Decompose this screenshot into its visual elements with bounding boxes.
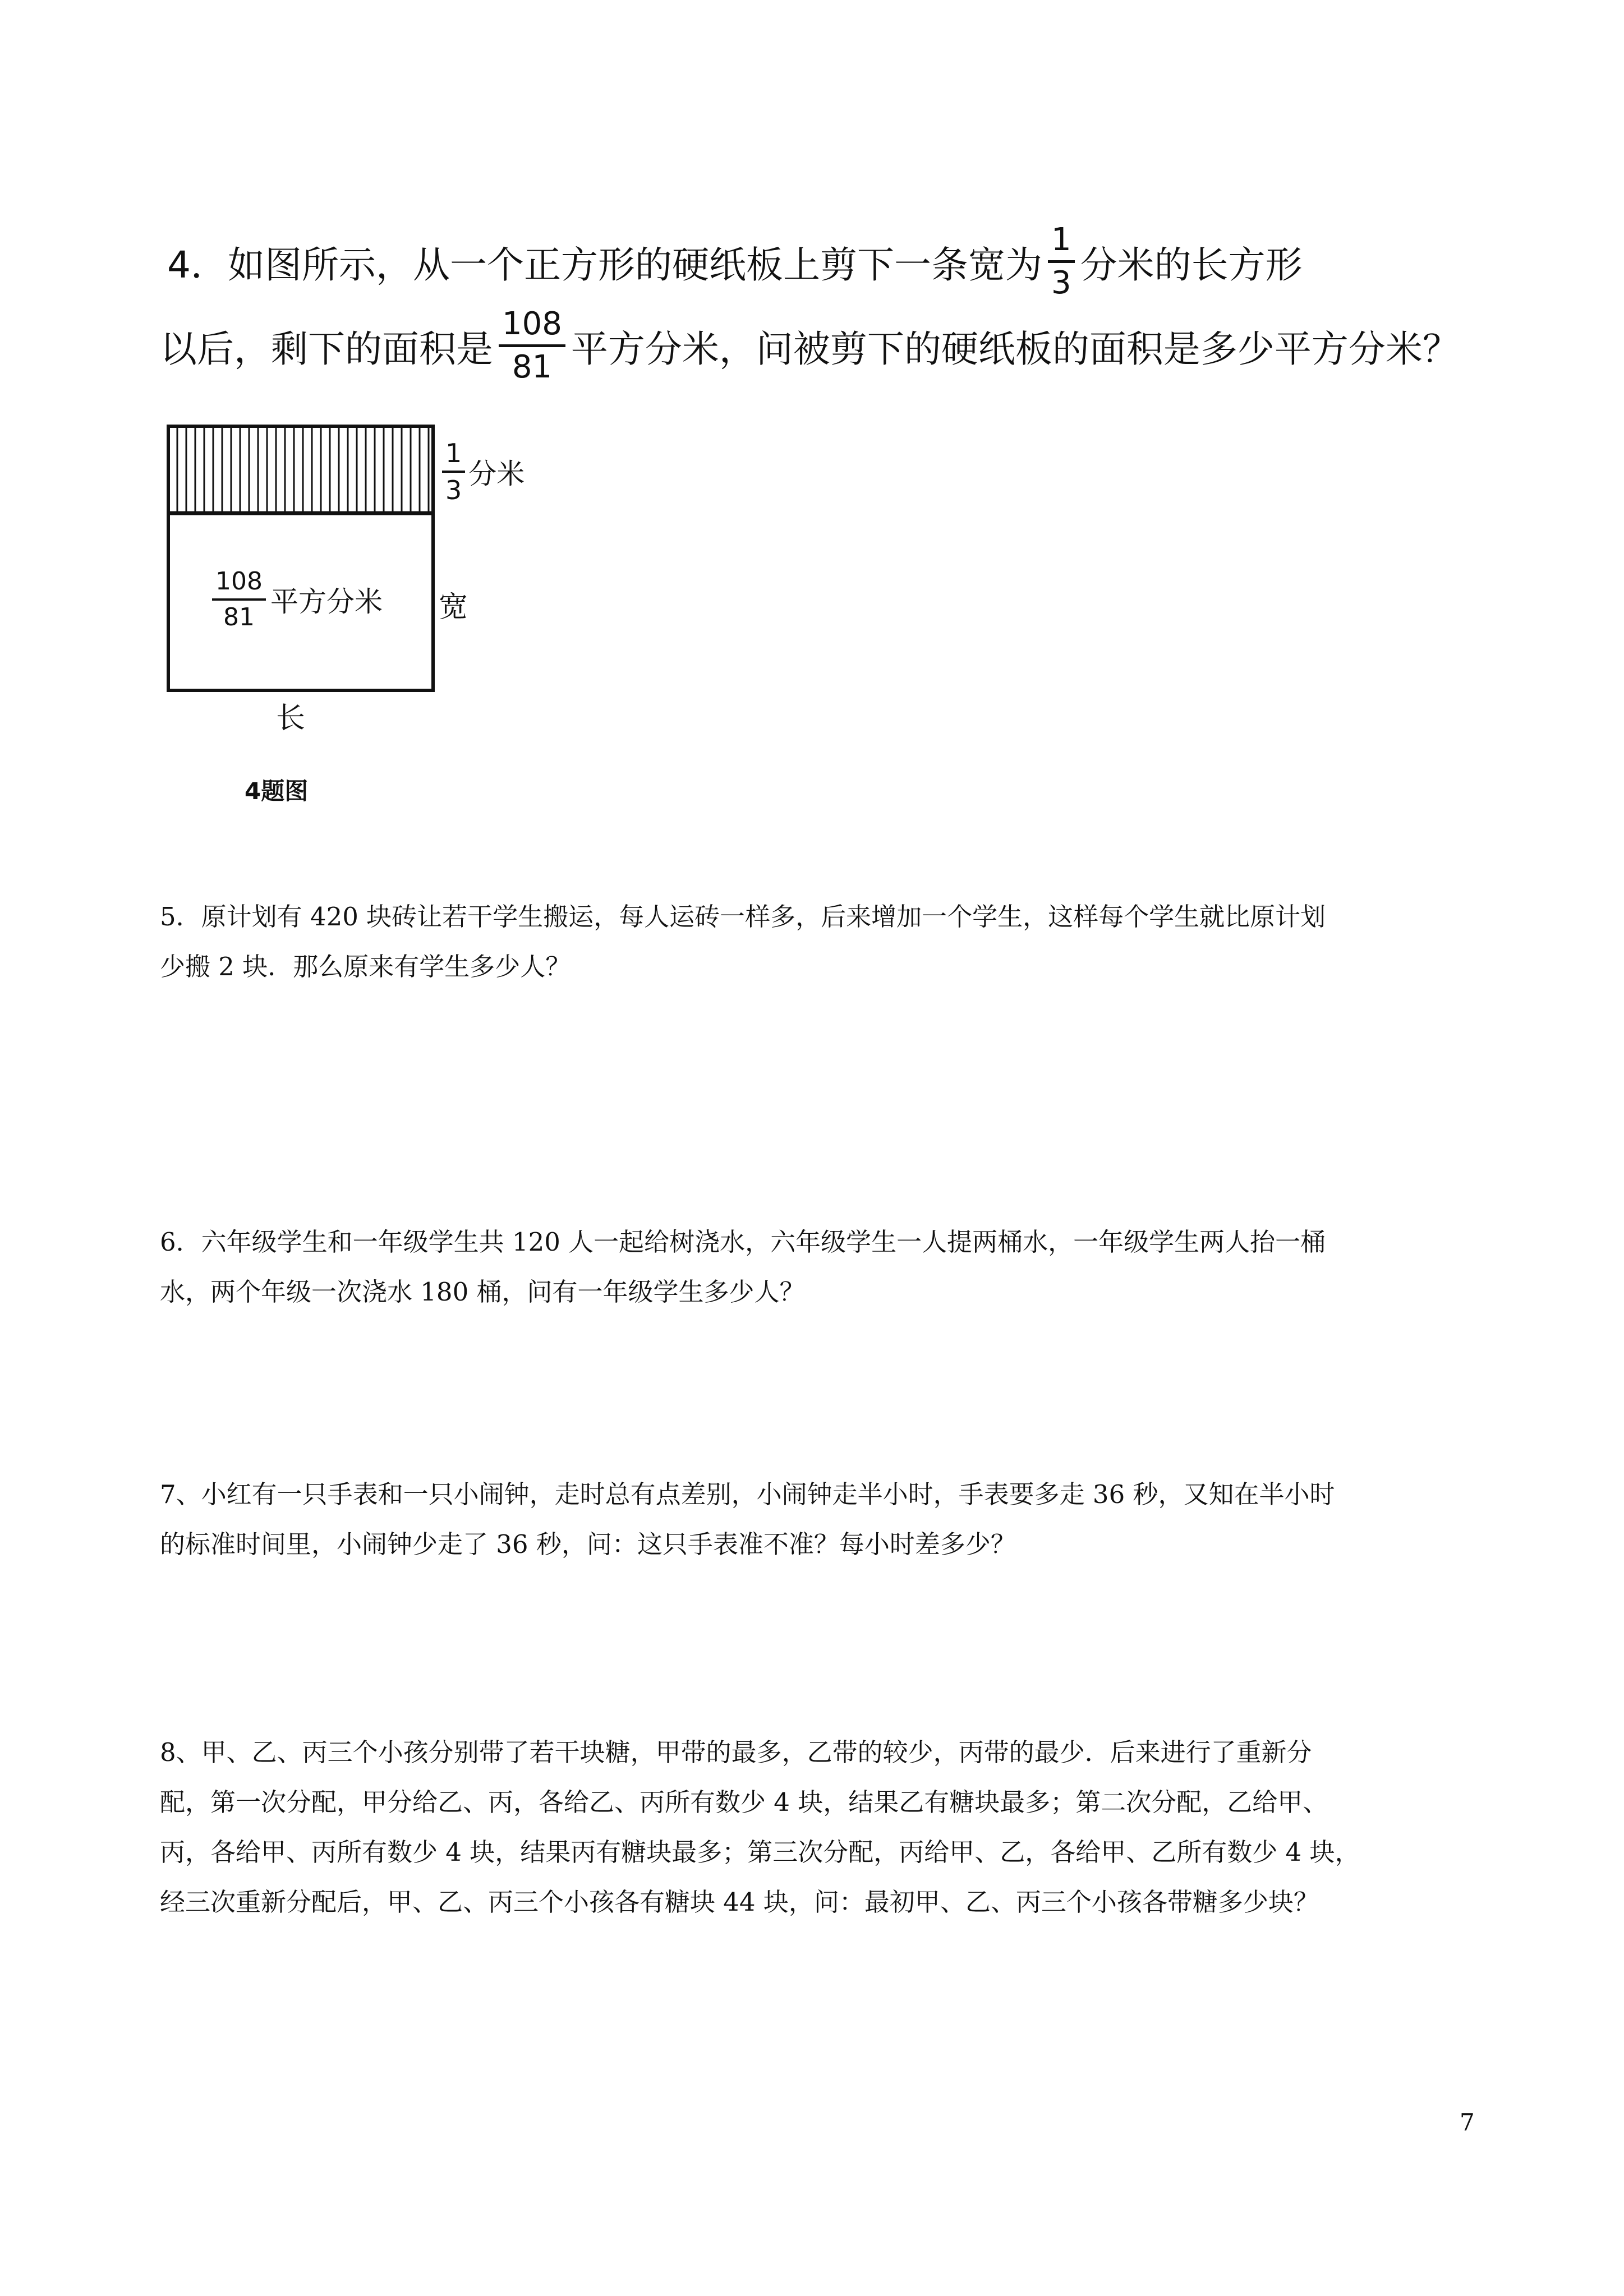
fraction-denominator: 81: [512, 349, 553, 385]
q8-line-4: 经三次重新分配后，甲、乙、丙三个小孩各有糖块 44 块，问：最初甲、乙、丙三个小孩各带糖多少块？: [160, 1887, 1319, 1917]
q5-line-1: 5．原计划有 420 块砖让若干学生搬运，每人运砖一样多，后来增加一个学生，这样每个学生就比原计划: [160, 902, 1326, 932]
strip-unit: 分米: [468, 458, 525, 490]
area-label: [212, 569, 383, 630]
fraction-denominator: 81: [223, 603, 255, 631]
fraction-denominator: 3: [445, 475, 462, 505]
q8-line-3: 丙，各给甲、丙所有数少 4 块，结果丙有糖块最多；第三次分配，丙给甲、乙，各给甲、乙所有数少 4 块，: [160, 1837, 1360, 1867]
q4-line-1-text-b: 分米的长方形: [1080, 243, 1303, 287]
page-number: 7: [1460, 2109, 1475, 2136]
q6-line-2: 水，两个年级一次浇水 180 桶，问有一年级学生多少人？: [160, 1277, 805, 1307]
fraction-numerator: 1: [442, 440, 465, 473]
area-fraction: [212, 569, 266, 630]
q4-line-2-text-b: 平方分米，问被剪下的硬纸板的面积是多少平方分米？: [571, 328, 1460, 371]
q5-line-2: 少搬 2 块．那么原来有学生多少人？: [160, 952, 571, 981]
q8-line-1: 8、甲、乙、丙三个小孩分别带了若干块糖，甲带的最多，乙带的较少，丙带的最少．后来进行了重新分: [160, 1737, 1312, 1767]
figure-caption: 4题图: [245, 777, 309, 805]
q8: [160, 1727, 1473, 1927]
q7-line-1: 7、小红有一只手表和一只小闹钟，走时总有点差别，小闹钟走半小时，手表要多走 36 秒，又知在半小时: [160, 1479, 1335, 1509]
length-label: 长: [276, 702, 306, 735]
q6: [160, 1217, 1473, 1317]
q8-line-2: 配，第一次分配，甲分给乙、丙，各给乙、丙所有数少 4 块，结果乙有糖块最多；第二次分配，乙给甲、: [160, 1787, 1328, 1817]
q7-line-2: 的标准时间里，小闹钟少走了 36 秒，问：这只手表准不准？每小时差多少？: [160, 1529, 1016, 1559]
q4-line-1-text-a: 4．如图所示，从一个正方形的硬纸板上剪下一条宽为: [167, 243, 1042, 287]
fraction-numerator: 108: [212, 569, 266, 601]
fraction-denominator: 3: [1051, 265, 1071, 301]
q7: [160, 1469, 1473, 1569]
q4-line-2-text-a: 以后，剩下的面积是: [160, 328, 493, 371]
q5: [160, 892, 1473, 992]
strip-width-label: [442, 440, 525, 503]
width-label: 宽: [439, 591, 468, 624]
strip-hatching: [177, 426, 429, 513]
fraction-numerator: 108: [499, 308, 565, 347]
q6-line-1: 6．六年级学生和一年级学生共 120 人一起给树浇水，六年级学生一人提两桶水，一年级学生两人抬一桶: [160, 1227, 1326, 1257]
strip-fraction: [442, 440, 465, 503]
fraction-numerator: 1: [1048, 224, 1075, 263]
area-unit: 平方分米: [270, 585, 383, 618]
